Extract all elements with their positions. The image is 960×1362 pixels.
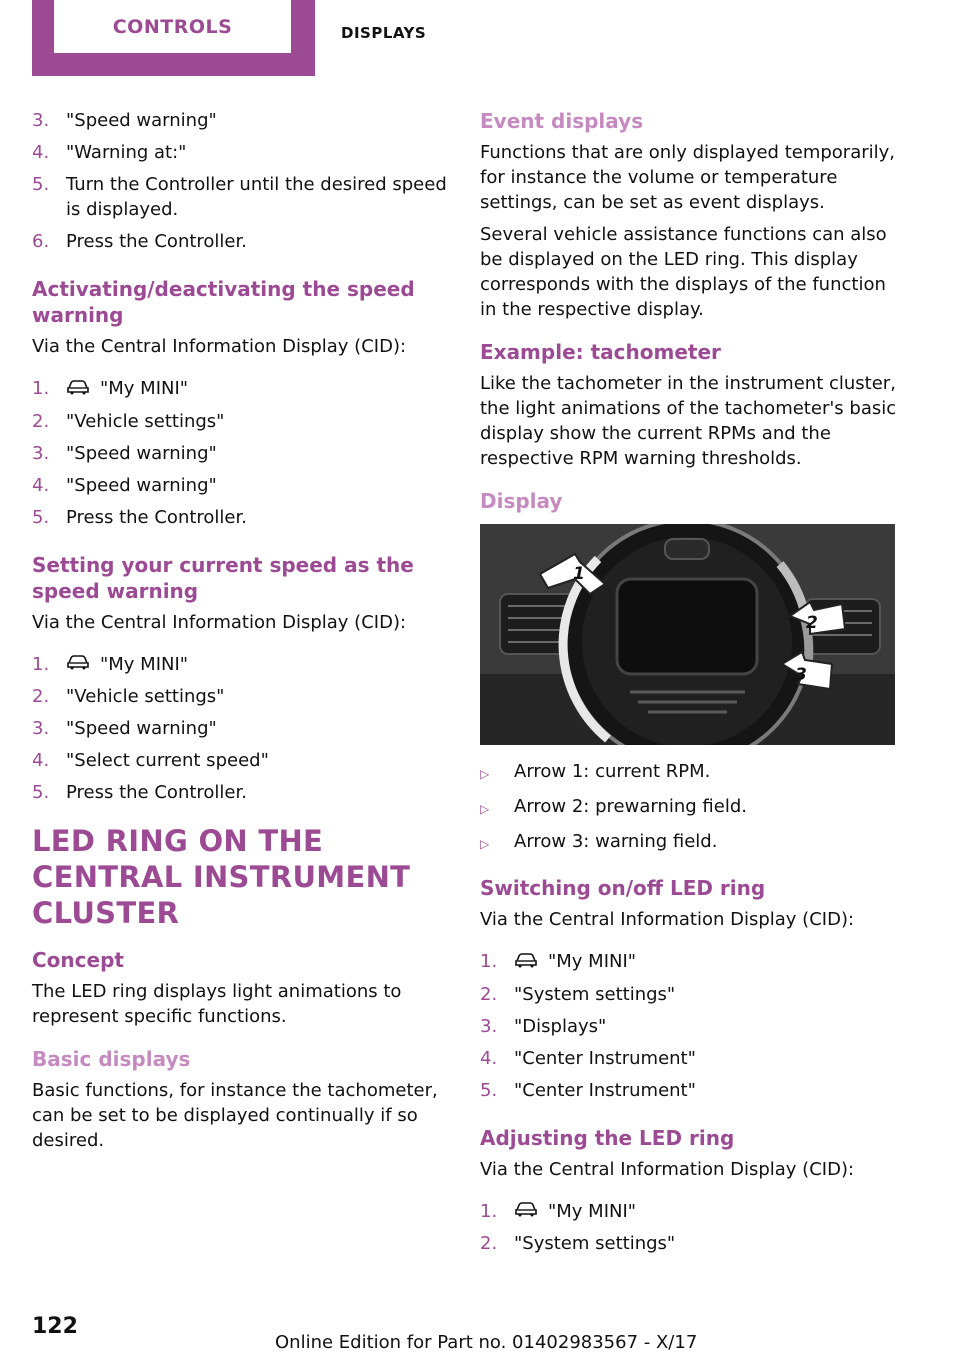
list-item: 4. "Select current speed" <box>32 750 269 771</box>
heading-activating-speed-warning: Activating/deactivating the speed warning <box>32 277 415 327</box>
tab-controls-label: CONTROLS <box>54 0 291 53</box>
tab-controls <box>32 0 315 76</box>
steps-list-activate <box>32 376 452 530</box>
heading-basic-displays: Basic displays <box>32 1047 191 1071</box>
list-item: 2. "System settings" <box>480 983 676 1005</box>
paragraph-event-displays-2: Several vehicle assistance functions can also be displayed on the LED ring. This display corresponds with the displays of the function in the respective display. <box>480 224 887 320</box>
list-item: 3. "Speed warning" <box>32 718 217 739</box>
list-item: 4. "Warning at:" <box>32 142 187 163</box>
list-item: 5. Press the Controller. <box>32 506 247 528</box>
list-item: 4. "Center Instrument" <box>480 1047 696 1069</box>
paragraph-concept: The LED ring displays light animations to represent specific functions. <box>32 981 402 1027</box>
list-item: ▷ Arrow 3: warning field. <box>480 829 898 857</box>
list-item: 6. Press the Controller. <box>32 231 247 252</box>
header-tabs <box>32 0 452 76</box>
car-icon <box>66 377 90 402</box>
led-ring-illustration <box>480 524 895 745</box>
heading-switching-led-ring: Switching on/off LED ring <box>480 876 766 900</box>
paragraph-via-cid: Via the Central Information Display (CID): <box>480 909 855 930</box>
list-item: 2. "Vehicle settings" <box>32 686 225 707</box>
paragraph-basic-displays: Basic functions, for instance the tachometer, can be set to be displayed continually if so desired. <box>32 1080 438 1151</box>
steps-list-set-current-speed <box>32 652 452 806</box>
list-item: 5. Press the Controller. <box>32 782 247 803</box>
paragraph-via-cid: Via the Central Information Display (CID): <box>32 611 407 633</box>
list-item: 1. "My MINI" <box>480 1199 898 1225</box>
list-item: 3. "Speed warning" <box>32 110 217 131</box>
list-item: 5. "Center Instrument" <box>480 1079 696 1101</box>
list-item: 2. "Vehicle settings" <box>32 410 225 432</box>
triangle-bullet-icon: ▷ <box>480 837 490 851</box>
triangle-bullet-icon: ▷ <box>480 802 490 816</box>
paragraph-event-displays-1: Functions that are only displayed temporarily, for instance the volume or temperature settings, can be set as event displays. <box>480 142 896 213</box>
footer-edition: Online Edition for Part no. 01402983567 - X/17 <box>275 1332 698 1353</box>
car-icon <box>514 950 538 975</box>
list-item: ▷ Arrow 1: current RPM. <box>480 759 898 787</box>
page-number: 122 <box>32 1314 78 1339</box>
heading-example-tachometer: Example: tachometer <box>480 340 721 364</box>
heading-led-ring: LED RING ON THE CENTRAL INSTRUMENT CLUSTER <box>32 824 411 930</box>
heading-event-displays: Event displays <box>480 109 644 133</box>
list-item: 3. "Speed warning" <box>32 442 217 464</box>
steps-list-switch-led <box>480 949 898 1103</box>
heading-concept: Concept <box>32 948 124 972</box>
arrow-2-label: 2 <box>806 613 818 633</box>
paragraph-via-cid: Via the Central Information Display (CID): <box>32 336 407 357</box>
list-item: 1. "My MINI" <box>32 376 452 402</box>
steps-list-adjust-led <box>480 1199 898 1257</box>
arrow-3-label: 3 <box>795 665 807 685</box>
paragraph-example-tachometer: Like the tachometer in the instrument cluster, the light animations of the tachometer's basic display show the current RPMs and the respective RPM warning thresholds. <box>480 373 897 469</box>
arrow-1-label: 1 <box>573 564 585 584</box>
car-icon <box>66 652 90 677</box>
list-item: 4. "Speed warning" <box>32 474 217 496</box>
list-item: 1. "My MINI" <box>32 652 452 678</box>
list-item: 5. Turn the Controller until the desired speed is displayed. <box>32 174 447 220</box>
steps-list-speed-warning <box>32 108 452 254</box>
list-item: 2. "System settings" <box>480 1233 676 1254</box>
paragraph-via-cid: Via the Central Information Display (CID): <box>480 1158 855 1180</box>
left-column <box>32 108 452 1160</box>
tab-displays-label: DISPLAYS <box>341 24 427 42</box>
list-item: ▷ Arrow 2: prewarning field. <box>480 794 898 822</box>
triangle-bullet-icon: ▷ <box>480 767 490 781</box>
arrow-legend-list <box>480 759 898 857</box>
heading-setting-current-speed: Setting your current speed as the speed warning <box>32 552 414 603</box>
heading-display: Display <box>480 489 563 513</box>
car-icon <box>514 1199 538 1224</box>
list-item: 3. "Displays" <box>480 1015 607 1037</box>
right-column <box>480 108 898 1268</box>
heading-adjusting-led-ring: Adjusting the LED ring <box>480 1125 735 1150</box>
list-item: 1. "My MINI" <box>480 949 898 975</box>
led-ring-photo <box>480 524 895 745</box>
